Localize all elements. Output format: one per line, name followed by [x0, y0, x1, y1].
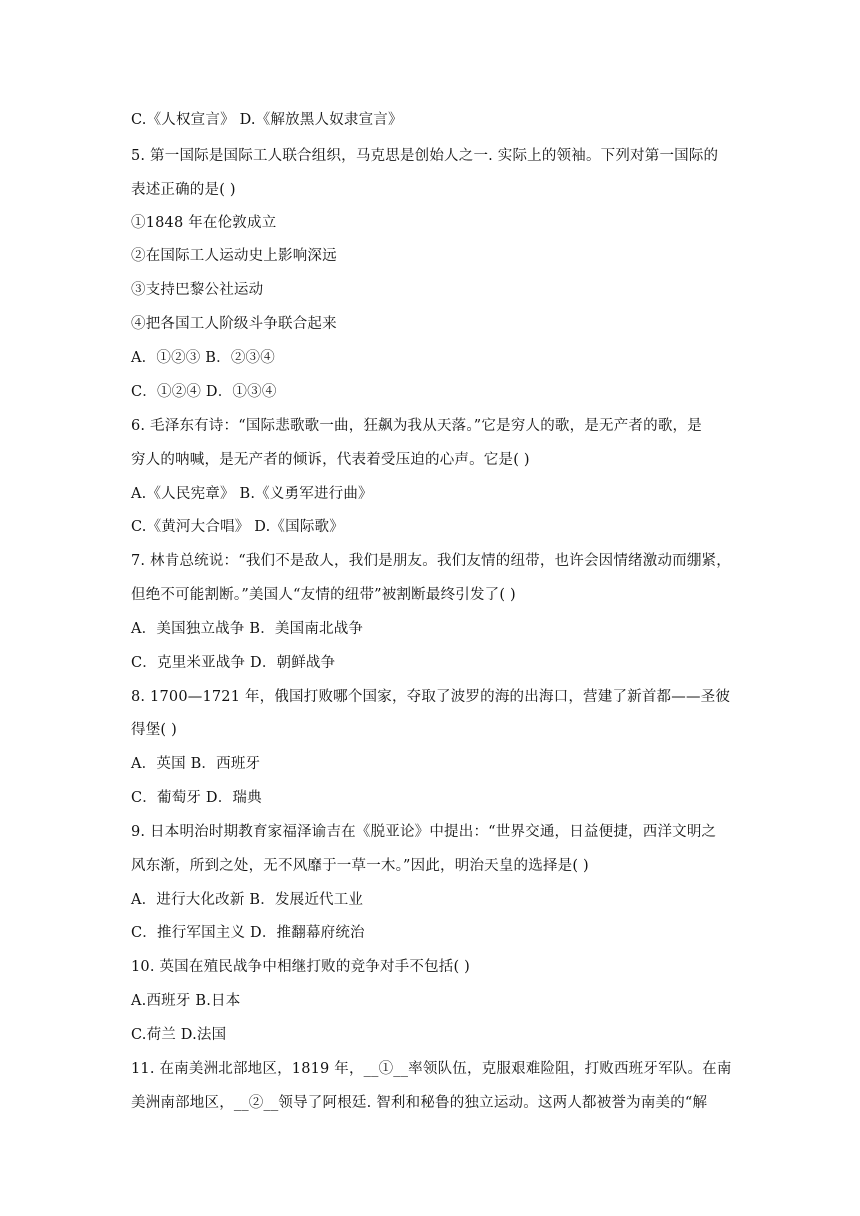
q10-options-ab: A.西班牙 B.日本: [131, 993, 241, 1009]
q11-stem-line1: 11. 在南美洲北部地区，1819 年，__①__率领队伍，克服艰难险阻，打败西班牙军队。在南: [131, 1061, 732, 1077]
q6-stem-line1: 6. 毛泽东有诗：“国际悲歌歌一曲，狂飙为我从天落。”它是穷人的歌，是无产者的歌，是: [131, 418, 702, 434]
q5-statement-4: ④把各国工人阶级斗争联合起来: [131, 316, 337, 332]
q5-statement-2: ②在国际工人运动史上影响深远: [131, 248, 337, 264]
q5-stem-line1: 5. 第一国际是国际工人联合组织，马克思是创始人之一. 实际上的领袖。下列对第一国际的: [131, 148, 719, 164]
q9-stem-line2: 风东渐，所到之处，无不风靡于一草一木。”因此，明治天皇的选择是( ): [131, 858, 589, 874]
q11-stem-line2: 美洲南部地区，__②__领导了阿根廷. 智利和秘鲁的独立运动。这两人都被誉为南美的“解: [131, 1095, 708, 1111]
q7-options-ab: A．美国独立战争 B．美国南北战争: [131, 621, 364, 637]
q5-options-ab: A．①②③ B．②③④: [131, 350, 275, 366]
q4-options-cd: C.《人权宣言》 D.《解放黑人奴隶宣言》: [131, 112, 403, 128]
q5-options-cd: C．①②④ D．①③④: [131, 384, 277, 400]
q6-options-cd: C.《黄河大合唱》 D.《国际歌》: [131, 519, 344, 535]
q9-options-ab: A．进行大化改新 B．发展近代工业: [131, 892, 364, 908]
q5-statement-3: ③支持巴黎公社运动: [131, 282, 264, 298]
q5-stem-line2: 表述正确的是( ): [131, 182, 236, 198]
q9-stem-line1: 9. 日本明治时期教育家福泽谕吉在《脱亚论》中提出：“世界交通，日益便捷，西洋文明之: [131, 824, 717, 840]
q6-options-ab: A.《人民宪章》 B.《义勇军进行曲》: [131, 486, 373, 502]
q10-options-cd: C.荷兰 D.法国: [131, 1027, 227, 1043]
q8-stem-line2: 得堡( ): [131, 722, 177, 738]
q7-stem-line1: 7. 林肯总统说：“我们不是敌人，我们是朋友。我们友情的纽带，也许会因情绪激动而绷紧，: [131, 553, 731, 569]
q7-options-cd: C．克里米亚战争 D．朝鲜战争: [131, 655, 336, 671]
q8-options-cd: C．葡萄牙 D．瑞典: [131, 790, 262, 806]
q5-statement-1: ①1848 年在伦敦成立: [131, 215, 277, 231]
q10-stem: 10. 英国在殖民战争中相继打败的竞争对手不包括( ): [131, 959, 470, 975]
q8-options-ab: A．英国 B．西班牙: [131, 756, 261, 772]
q6-stem-line2: 穷人的呐喊，是无产者的倾诉，代表着受压迫的心声。它是( ): [131, 452, 530, 468]
q9-options-cd: C．推行军国主义 D．推翻幕府统治: [131, 925, 365, 941]
q8-stem-line1: 8. 1700—1721 年，俄国打败哪个国家，夺取了波罗的海的出海口，营建了新首都——圣彼: [131, 689, 731, 705]
q7-stem-line2: 但绝不可能割断。”美国人“友情的纽带”被割断最终引发了( ): [131, 587, 516, 603]
